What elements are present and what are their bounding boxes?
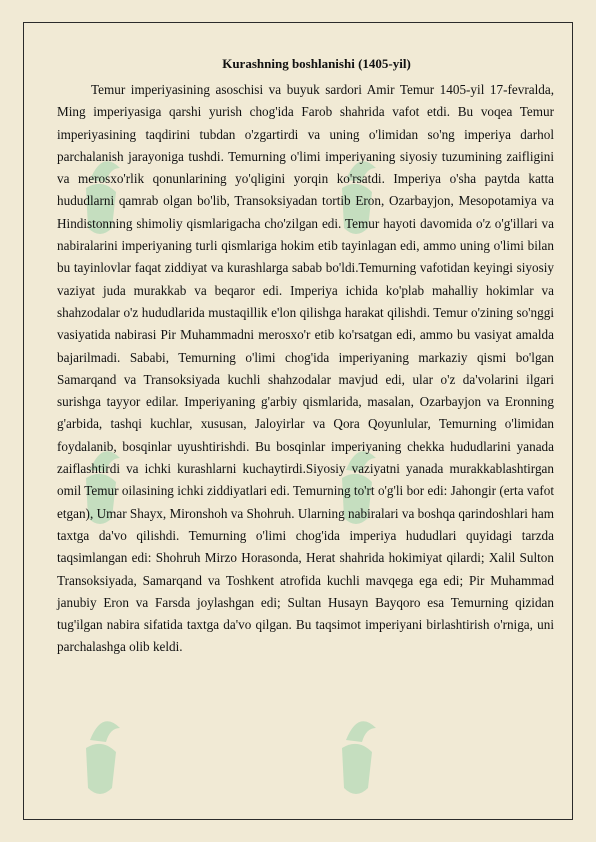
watermark-logo [328, 700, 388, 810]
body-paragraph: Temur imperiyasining asoschisi va buyuk sardori Amir Temur 1405-yil 17-fevralda, Ming imperiyasiga qarshi yurish chog'ida Farob shahrida vafot etdi. Bu voqea Temur imperiyasining taqdirini tubdan o'zgartirdi va uning o'limidan so'ng imperiya darhol parchalanish jarayoniga tushdi. Temurning o'limi imperiyaning siyosiy tuzumining zaifligini va merosxo'rlik qonunlarining yo'qligini yorqin ko'rsatdi. Imperiya o'sha paytda katta hududlarni qamrab olgan bo'lib, Transoksiyadan tortib Eron, Ozarbayjon, Mesopotamiya va Hindistonning shimoliy qismlarigacha cho'zilgan edi. Temur hayoti davomida o'z o'g'illari va nabiralarini imperiyaning turli qismlariga hokim etib tayinlagan edi, ammo uning o'limi bilan bu tayinlovlar faqat ziddiyat va kurashlarga sabab bo'ldi.Temurning vafotidan keyingi siyosiy vaziyat juda murakkab va beqaror edi. Imperiya ichida ko'plab mahalliy hokimlar va shahzodalar o'z hududlarida mustaqillik e'lon qilishga harakat qilishdi. Temur o'zining so'nggi vasiyatida nabirasi Pir Muhammadni merosxo'r etib ko'rsatgan edi, ammo bu vasiyat amalda bajarilmadi. Sababi, Temurning o'limi chog'ida imperiyaning markaziy qismi bo'lgan Samarqand va Transoksiyada kuchli shahzodalar mavjud edi, ular o'z da'volarini ilgari surishga tayyor edilar. Imperiyaning g'arbiy qismlarida, masalan, Ozarbayjon va Eronning g'arbida, tashqi kuchlar, xususan, Jaloyirlar va Qora Qoyunlular, Temurning o'limidan foydalanib, bosqinlar uyushtirishdi. Bu bosqinlar imperiyaning chekka hududlarini yanada zaiflashtirdi va ichki kurashlarni kuchaytirdi.Siyosiy vaziyatni yanada murakkablashtirgan omil Temur oilasining ichki ziddiyatlari edi. Temurning to'rt o'g'li bor edi: Jahongir (erta vafot etgan), Umar Shayx, Mironshoh va Shohruh. Ularning nabiralari va boshqa qarindoshlari ham taxtga da'vo qilishdi. Temurning o'limi chog'ida imperiya hududlari quyidagi tarzda taqsimlangan edi: Shohruh Mirzo Horasonda, Herat shahrida hokimiyat qilardi; Xalil Sulton Transoksiyada, Samarqand va Toshkent atrofida kuchli mavqega ega edi; Pir Muhammad janubiy Eron va Farsda joylashgan edi; Sultan Husayn Bayqoro esa Temurning qizidan tug'ilgan nabira sifatida taxtga da'vo qilgan. Bu taqsimot imperiyani birlashtirish o'rniga, uni parchalashga olib keldi. [57, 82, 554, 655]
watermark-logo [72, 700, 132, 810]
document-content [57, 55, 554, 659]
document-title: Kurashning boshlanishi (1405-yil) [222, 56, 411, 71]
